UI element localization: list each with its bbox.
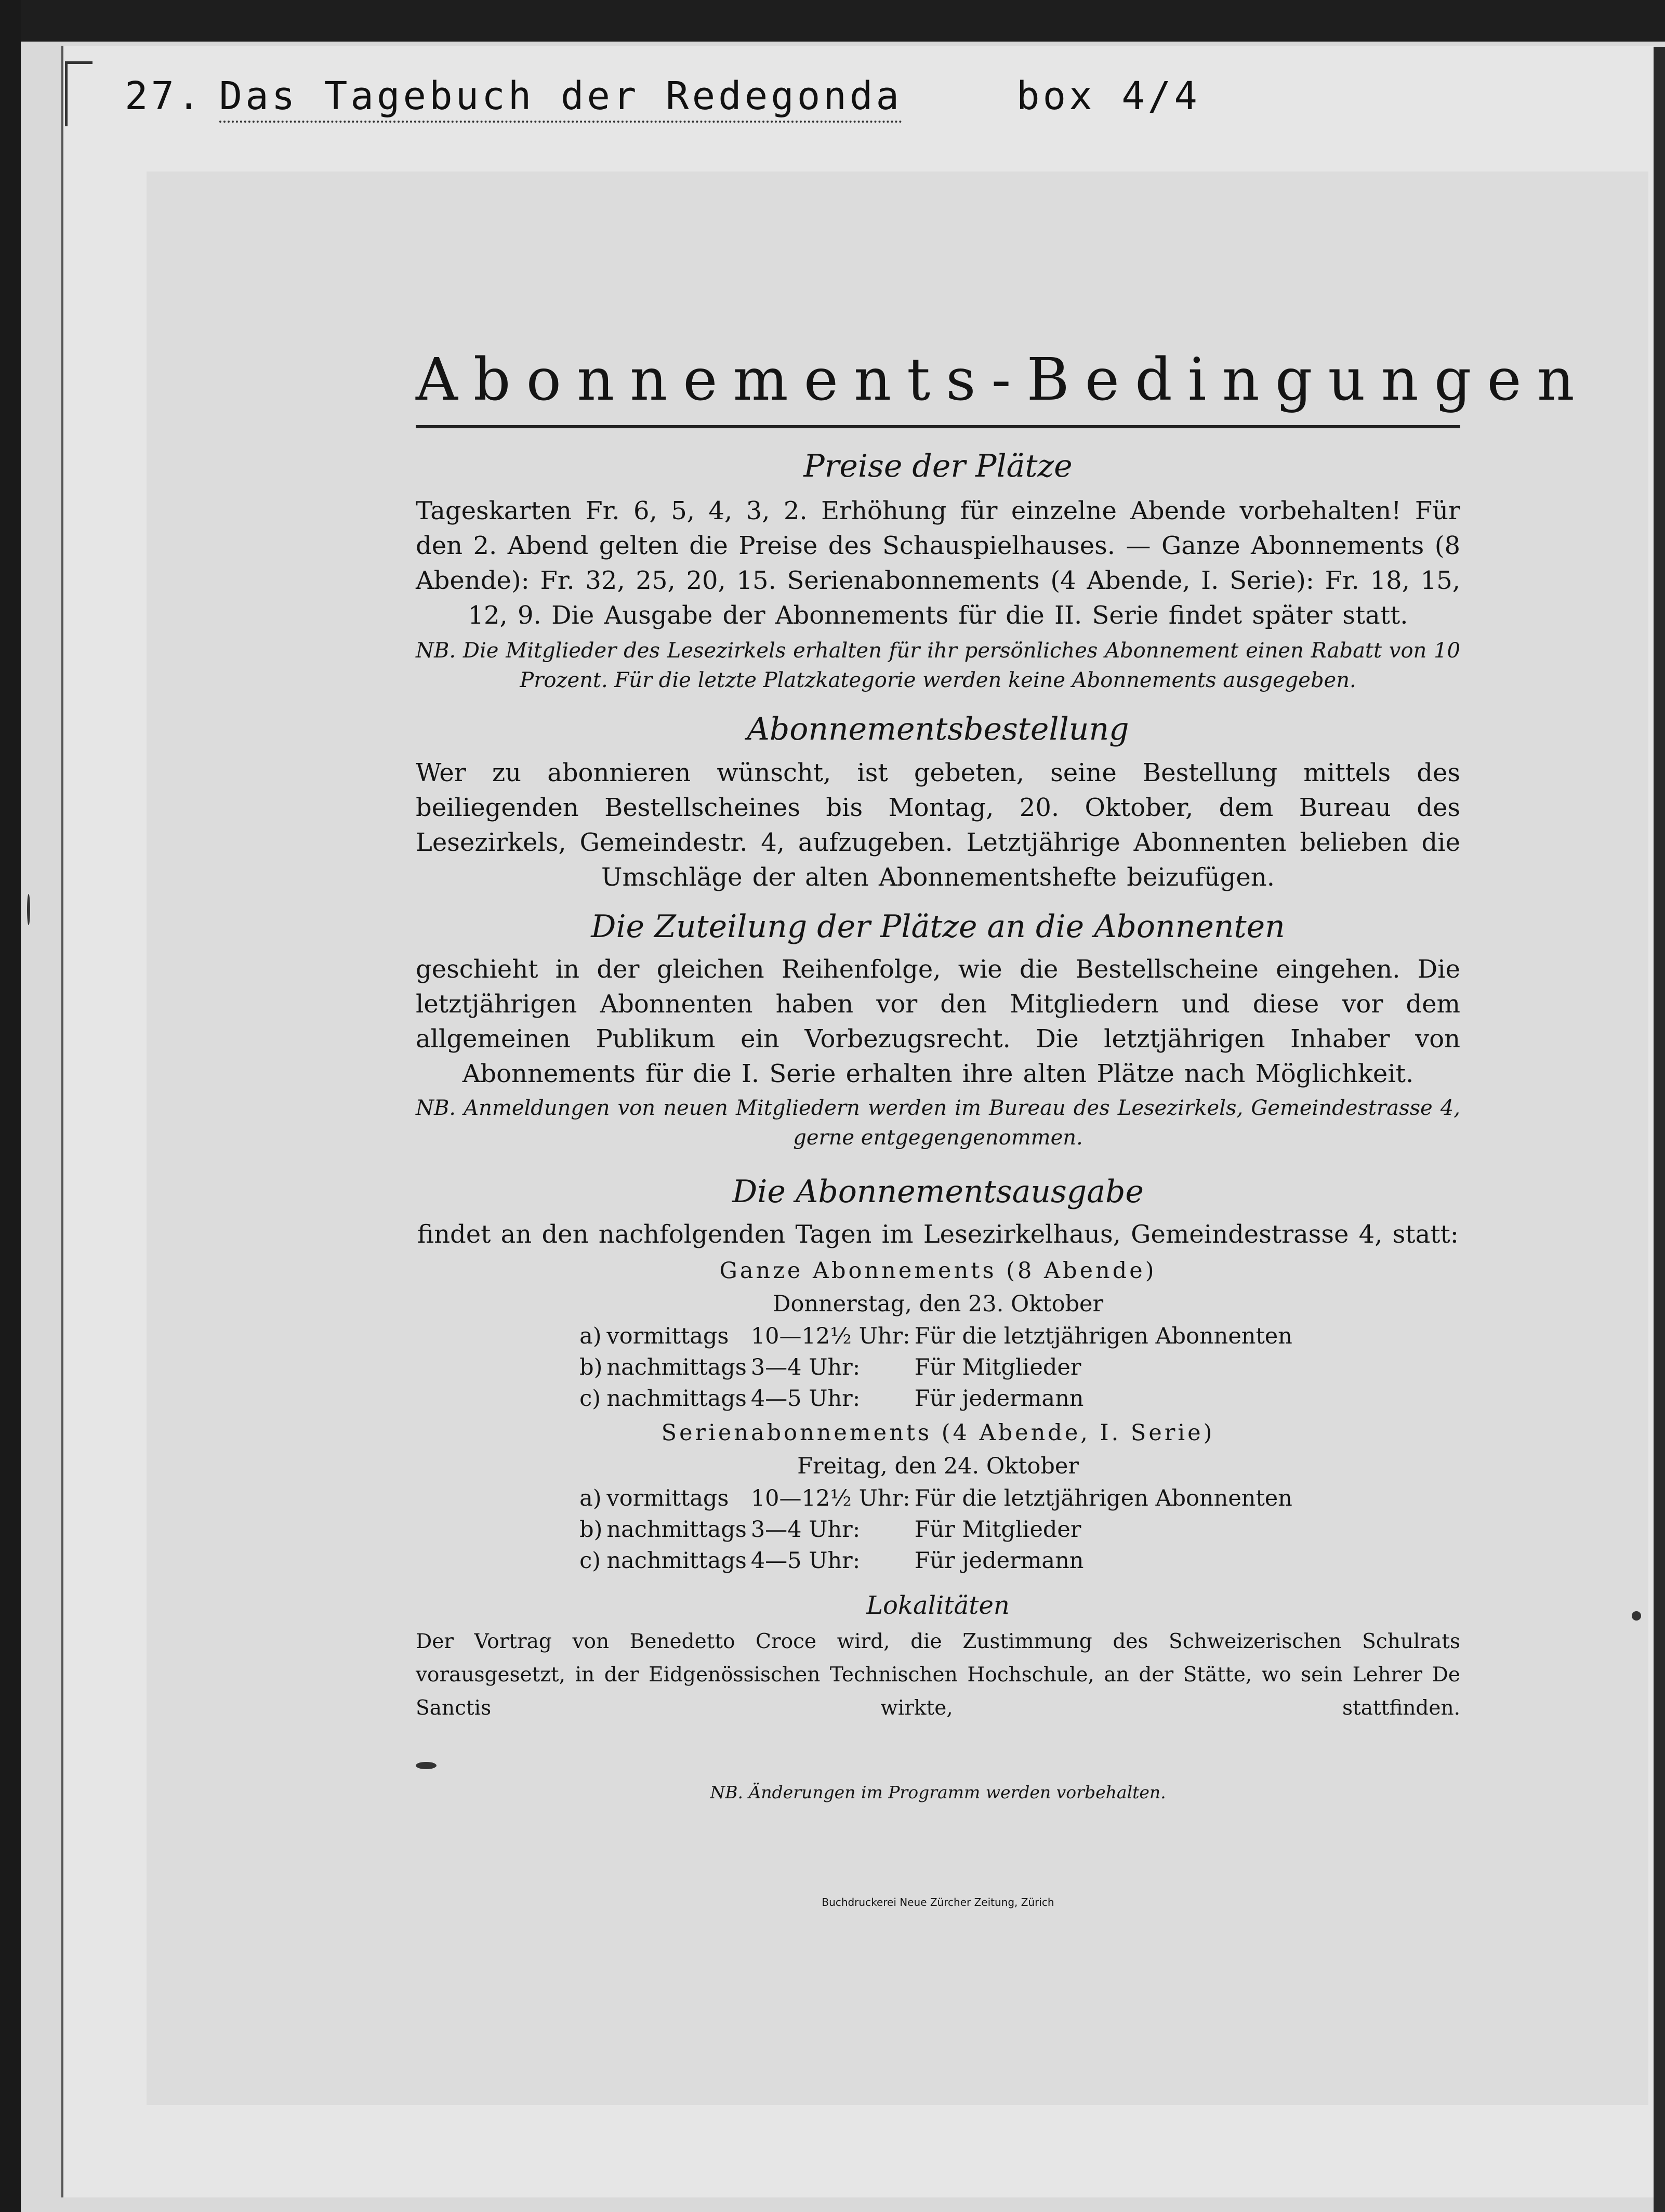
- serien-schedule-table: [579, 1483, 1297, 1576]
- archive-box-label: box 4/4: [1016, 74, 1200, 118]
- row-key: b): [579, 1354, 603, 1380]
- archive-header: [125, 74, 1200, 118]
- archive-title: Das Tagebuch der Redegonda: [219, 74, 902, 123]
- row-time: 3—4 Uhr:: [750, 1517, 861, 1543]
- printer-imprint: Buchdruckerei Neue Zürcher Zeitung, Zürich: [822, 1896, 1054, 1908]
- ausgabe-heading: Die Abonnementsausgabe: [732, 1174, 1144, 1210]
- scan-border-right: [1654, 47, 1665, 2212]
- row-key: a): [579, 1485, 602, 1511]
- table-row: [579, 1383, 1297, 1414]
- row-time: 10—12½ Uhr:: [750, 1485, 910, 1511]
- zuteilung-heading: Die Zuteilung der Plätze an die Abonnenten: [591, 908, 1285, 945]
- scan-border-top: [0, 0, 1665, 42]
- row-time: 10—12½ Uhr:: [750, 1323, 910, 1349]
- table-row: [579, 1321, 1297, 1352]
- lokalitaeten-heading: Lokalitäten: [866, 1591, 1010, 1620]
- scan-border-left: [0, 0, 21, 2212]
- printed-document: [147, 172, 1648, 2105]
- row-key: c): [579, 1386, 601, 1412]
- table-row: [579, 1352, 1297, 1383]
- row-period: vormittags: [606, 1485, 729, 1511]
- row-who: Für jedermann: [914, 1548, 1084, 1574]
- preise-text: Tageskarten Fr. 6, 5, 4, 3, 2. Erhöhung für einzelne Abende vorbehalten! Für den 2. Abend gelten die Preise des Schauspielhauses. — Ganze Abonnements (8 Abende): Fr. 32, 25, 20, 15. Serienabonnements (4 Abende, I. Serie): Fr. 18, 15, 12, 9. Die Ausgabe der Abonnements für die II. Serie findet später statt.: [416, 496, 1460, 630]
- row-period: nachmittags: [606, 1517, 747, 1543]
- preise-heading: Preise der Plätze: [803, 448, 1073, 484]
- archive-number: 27.: [125, 74, 204, 118]
- corner-mark: [65, 61, 92, 126]
- document-content: [416, 346, 1590, 1908]
- ausgabe-intro: findet an den nachfolgenden Tagen im Lesezirkelhaus, Gemeindestrasse 4, statt:: [417, 1220, 1459, 1249]
- zuteilung-text: geschieht in der gleichen Reihenfolge, wie die Bestellscheine eingehen. Die letztjährigen Abonnenten haben vor den Mitgliedern und diese vor dem allgemeinen Publikum ein Vorbezugsrecht. Die letztjährigen Inhaber von Abonnements für die I. Serie erhalten ihre alten Plätze nach Möglichkeit.: [416, 955, 1460, 1088]
- row-who: Für Mitglieder: [914, 1517, 1081, 1543]
- table-row: [579, 1545, 1297, 1576]
- table-row: [579, 1514, 1297, 1545]
- zuteilung-note: NB. Anmeldungen von neuen Mitgliedern werden im Bureau des Lesezirkels, Gemeindestrasse 4, gerne entgegengenommen.: [416, 1096, 1460, 1150]
- ganze-abonnements-date: Donnerstag, den 23. Oktober: [773, 1291, 1103, 1317]
- serien-abonnements-date: Freitag, den 24. Oktober: [797, 1453, 1079, 1479]
- programm-note: NB. Änderungen im Programm werden vorbehalten.: [710, 1782, 1166, 1802]
- preise-note: NB. Die Mitglieder des Lesezirkels erhalten für ihr persönliches Abonnement einen Rabatt von 10 Prozent. Für die letzte Platzkategorie werden keine Abonnements ausgegeben.: [416, 639, 1460, 692]
- ganze-abonnements-label: Ganze Abonnements (8 Abende): [719, 1258, 1157, 1284]
- row-who: Für die letztjährigen Abonnenten: [914, 1485, 1292, 1511]
- ganze-schedule-table: [579, 1321, 1297, 1414]
- row-key: b): [579, 1517, 603, 1543]
- row-period: vormittags: [606, 1323, 729, 1349]
- scan-mark: [416, 1762, 437, 1769]
- row-period: nachmittags: [606, 1548, 747, 1574]
- row-time: 4—5 Uhr:: [750, 1548, 861, 1574]
- row-period: nachmittags: [606, 1386, 747, 1412]
- bestellung-heading: Abonnementsbestellung: [747, 711, 1129, 747]
- lokalitaeten-text: Der Vortrag von Benedetto Croce wird, die Zustimmung des Schweizerischen Schulrats vorausgesetzt, in der Eidgenössischen Technischen Hochschule, an der Stätte, wo sein Lehrer De Sanctis wirkte, stattfinden.: [416, 1630, 1460, 1720]
- scan-mark: [1632, 1611, 1641, 1621]
- row-time: 3—4 Uhr:: [750, 1354, 861, 1380]
- row-time: 4—5 Uhr:: [750, 1386, 861, 1412]
- row-key: c): [579, 1548, 601, 1574]
- row-who: Für die letztjährigen Abonnenten: [914, 1323, 1292, 1349]
- serien-abonnements-label: Serienabonnements (4 Abende, I. Serie): [661, 1420, 1215, 1446]
- row-period: nachmittags: [606, 1354, 747, 1380]
- bestellung-text: Wer zu abonnieren wünscht, ist gebeten, seine Bestellung mittels des beiliegenden Bestellscheines bis Montag, 20. Oktober, dem Bureau des Lesezirkels, Gemeindestr. 4, aufzugeben. Letztjährige Abonnenten belieben die Umschläge der alten Abonnementshefte beizufügen.: [416, 758, 1460, 892]
- main-heading: Abonnements-Bedingungen: [416, 346, 1460, 428]
- row-who: Für Mitglieder: [914, 1354, 1081, 1380]
- scan-mark: [27, 894, 30, 925]
- row-key: a): [579, 1323, 602, 1349]
- table-row: [579, 1483, 1297, 1514]
- row-who: Für jedermann: [914, 1386, 1084, 1412]
